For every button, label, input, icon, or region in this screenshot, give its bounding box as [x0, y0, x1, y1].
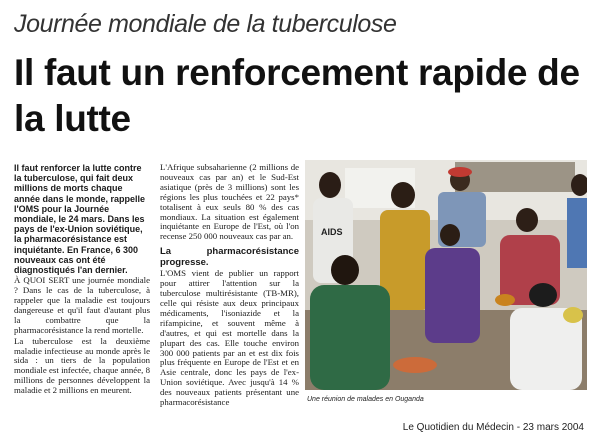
- source-credit: Le Quotidien du Médecin - 23 mars 2004: [402, 422, 584, 433]
- article-subhead: La pharmacorésistance progresse.: [160, 246, 299, 269]
- article-paragraph-4: L'OMS vient de publier un rapport pour attirer l'attention sur la tuberculose multirésistante (TB-MR), celle qui résiste aux deux principaux médicaments, l'isoniazide et la rifampicine, et souvent même à d'autres, et qui est mortelle dans la plupart des cas. Elle touche environ 300 000 patients par an et est dix fois plus fréquente en Europe de l'Est et en Asie centrale, donc les pays de l'ex-Union soviétique. Avec jusqu'à 14 % des nouveaux patients présentant une pharmacorésistance: [160, 268, 299, 408]
- article-column-1: [14, 163, 150, 397]
- article-paragraph-3: L'Afrique subsaharienne (2 millions de nouveaux cas par an) et le Sud-Est asiatique (près de 3 millions) sont les régions les plus touchées et 22 pays* totalisent à eux seuls 80 % des cas mondiaux. La situation est également inquiétante en Europe de l'Est, où l'on recense 250 000 nouveaux cas par an.: [160, 162, 299, 242]
- article-chapo: Il faut renforcer la lutte contre la tuberculose, qui fait deux millions de morts chaque année dans le monde, rappelle l'OMS pour la Journée mondiale, le 24 mars. Dans les pays de l'ex-Union soviétique, la pharmacorésistance est inquiétante. En France, 6 300 nouveaux cas ont été diagnostiqués l'an dernier.: [14, 163, 146, 276]
- article-paragraph-1: À QUOI SERT une journée mondiale ? Dans le cas de la tuberculose, à rappeler que la maladie est toujours dangereuse et qu'il faut d'autant plus la combattre que la pharmacorésistance la rend mortelle.: [14, 275, 150, 335]
- article-headline: Il faut un renforcement rapide de la lutte: [14, 52, 580, 139]
- article-photo: [305, 160, 587, 390]
- article-kicker: Journée mondiale de la tuberculose: [14, 10, 397, 38]
- article-paragraph-2: La tuberculose est la deuxième maladie infectieuse au monde après le sida : un tiers de la population mondiale est infectée, chaque année, 8 millions de personnes développent la maladie et 2 millions en meurent.: [14, 335, 150, 396]
- article-column-2: [160, 163, 299, 409]
- shirt-text: AIDS: [321, 227, 343, 237]
- photo-caption: Une réunion de malades en Ouganda: [307, 396, 424, 403]
